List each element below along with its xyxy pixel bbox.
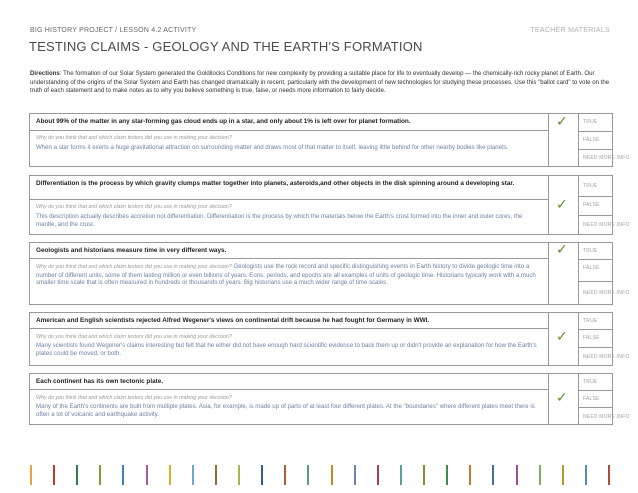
check-column xyxy=(548,313,578,365)
question-prompt: Why do you think that and which claim testers did you use in making your decision? xyxy=(36,135,232,141)
color-bar xyxy=(377,465,379,485)
color-bar xyxy=(238,465,240,485)
option-true[interactable]: TRUE xyxy=(583,379,598,385)
color-bar xyxy=(261,465,263,485)
option-true[interactable]: TRUE xyxy=(583,318,598,324)
question-prompt: Why do you think that and which claim testers did you use in making your decision? xyxy=(36,395,232,401)
check-column xyxy=(548,114,578,166)
question-prompt: Why do you think that and which claim testers did you use in making your decision? xyxy=(36,204,232,210)
option-false[interactable]: FALSE xyxy=(583,137,600,143)
color-bar xyxy=(423,465,425,485)
ballot-card-4 xyxy=(29,312,630,366)
color-bar xyxy=(122,465,124,485)
color-bar xyxy=(585,465,587,485)
check-column xyxy=(548,374,578,424)
check-icon: ✓ xyxy=(556,242,568,258)
option-false[interactable]: FALSE xyxy=(583,265,600,271)
color-bar xyxy=(307,465,309,485)
color-bar xyxy=(492,465,494,485)
check-icon: ✓ xyxy=(556,329,568,345)
color-bar xyxy=(400,465,402,485)
ballot-card-3 xyxy=(29,242,630,305)
statement: Geologists and historians measure time in very different ways. xyxy=(30,243,548,259)
ballot-card-5 xyxy=(29,373,630,425)
option-need-more-info[interactable]: NEED MORE INFO xyxy=(583,222,630,228)
statement: Each continent has its own tectonic plate. xyxy=(30,374,548,390)
vote-options xyxy=(578,114,630,166)
color-bar xyxy=(76,465,78,485)
check-icon: ✓ xyxy=(556,114,568,130)
directions-text: : The formation of our Solar System generated the Goldilocks Conditions for new complexity by providing a suitable place for life to eventually develop — the chemically-rich rocky planet of Earth. Our understanding of the origins of the Solar System and Earth has changed dramatically in recent, particularly with the development of new technologies for studying these processes. Use this "ballot card" to vote on the truth of each statement and to make notes as to why you believe something is true, false, or needs more information to fairly decide. xyxy=(30,70,610,94)
option-false[interactable]: FALSE xyxy=(583,335,600,341)
color-bar xyxy=(469,465,471,485)
answer-block xyxy=(36,263,541,287)
answer-text[interactable]: Geologists use the rock record and specific distinguishing events in Earth history to divide geologic time into a number of different units, some of them lasting million or even billions of years. Eons, periods, and epochs are all examples of units of geologic time. Historians typically work with a much smaller time scale that is often measured in hundreds or thousands of years. Big historians use a much wider range of time scales. xyxy=(36,263,536,287)
option-false[interactable]: FALSE xyxy=(583,202,600,208)
option-need-more-info[interactable]: NEED MORE INFO xyxy=(583,155,630,161)
color-bar xyxy=(192,465,194,485)
vote-options xyxy=(578,374,630,424)
kicker: BIG HISTORY PROJECT / LESSON 4.2 ACTIVITY xyxy=(30,27,197,34)
check-icon: ✓ xyxy=(556,390,568,406)
option-need-more-info[interactable]: NEED MORE INFO xyxy=(583,414,630,420)
statement: American and English scientists rejected Alfred Wegener's views on continental drift because he had fought for Germany in WWI. xyxy=(30,313,548,329)
decorative-color-bars xyxy=(30,465,610,485)
teacher-materials-label: TEACHER MATERIALS xyxy=(530,27,610,34)
option-need-more-info[interactable]: NEED MORE INFO xyxy=(583,290,630,296)
color-bar xyxy=(284,465,286,485)
color-bar xyxy=(331,465,333,485)
vote-options xyxy=(578,313,630,365)
ballot-card-1 xyxy=(29,113,630,167)
color-bar xyxy=(539,465,541,485)
answer-text[interactable]: Many of the Earth's continents are built from multiple plates. Asia, for example, is made up of parts of at least four different plates. At the "boundaries" where different plates meet there is often a lot of volcanic and earthquake activity. xyxy=(36,403,535,418)
option-true[interactable]: TRUE xyxy=(583,119,598,125)
color-bar xyxy=(562,465,564,485)
color-bar xyxy=(99,465,101,485)
option-false[interactable]: FALSE xyxy=(583,396,600,402)
statement: About 99% of the matter in any star-forming gas cloud ends up in a star, and only about 1% is left over for planet formation. xyxy=(30,114,548,131)
option-need-more-info[interactable]: NEED MORE INFO xyxy=(583,354,630,360)
directions-label: Directions xyxy=(30,70,60,77)
directions xyxy=(30,70,612,96)
ballot-card-2 xyxy=(29,175,630,235)
question-prompt: Why do you think that and which claim testers did you use in making your decision? xyxy=(36,264,232,270)
check-column xyxy=(548,243,578,304)
answer-text[interactable]: When a star forms it exerts a huge gravitational attraction on surrounding matter and draws most of that matter to itself, leaving little behind for other nearby bodies like planets. xyxy=(36,144,509,151)
answer-text[interactable]: Many scientists found Wegener's claims interesting but felt that he either did not have enough hard scientific evidence to back them up or didn't provide an explanation for how the Earth's plates could be moved, or both. xyxy=(36,342,537,357)
color-bar xyxy=(146,465,148,485)
answer-text[interactable]: This description actually describes accretion not differentiation. Differentiation is the process by which the materials below the Earth's crust formed into the inner and outer cores, the mantle, and the crust. xyxy=(36,213,523,228)
color-bar xyxy=(516,465,518,485)
color-bar xyxy=(169,465,171,485)
question-prompt: Why do you think that and which claim testers did you use in making your decision? xyxy=(36,334,232,340)
vote-options xyxy=(578,243,630,304)
color-bar xyxy=(446,465,448,485)
statement: Differentiation is the process by which gravity clumps matter together into planets, asteroids,and other objects in the disk spinning around a developing star. xyxy=(30,176,548,200)
page-title: TESTING CLAIMS - GEOLOGY AND THE EARTH'S FORMATION xyxy=(29,39,423,54)
check-icon: ✓ xyxy=(556,197,568,213)
check-column xyxy=(548,176,578,234)
option-true[interactable]: TRUE xyxy=(583,248,598,254)
color-bar xyxy=(608,465,610,485)
color-bar xyxy=(215,465,217,485)
color-bar xyxy=(354,465,356,485)
color-bar xyxy=(53,465,55,485)
option-true[interactable]: TRUE xyxy=(583,183,598,189)
color-bar xyxy=(30,465,32,485)
vote-options xyxy=(578,176,630,234)
